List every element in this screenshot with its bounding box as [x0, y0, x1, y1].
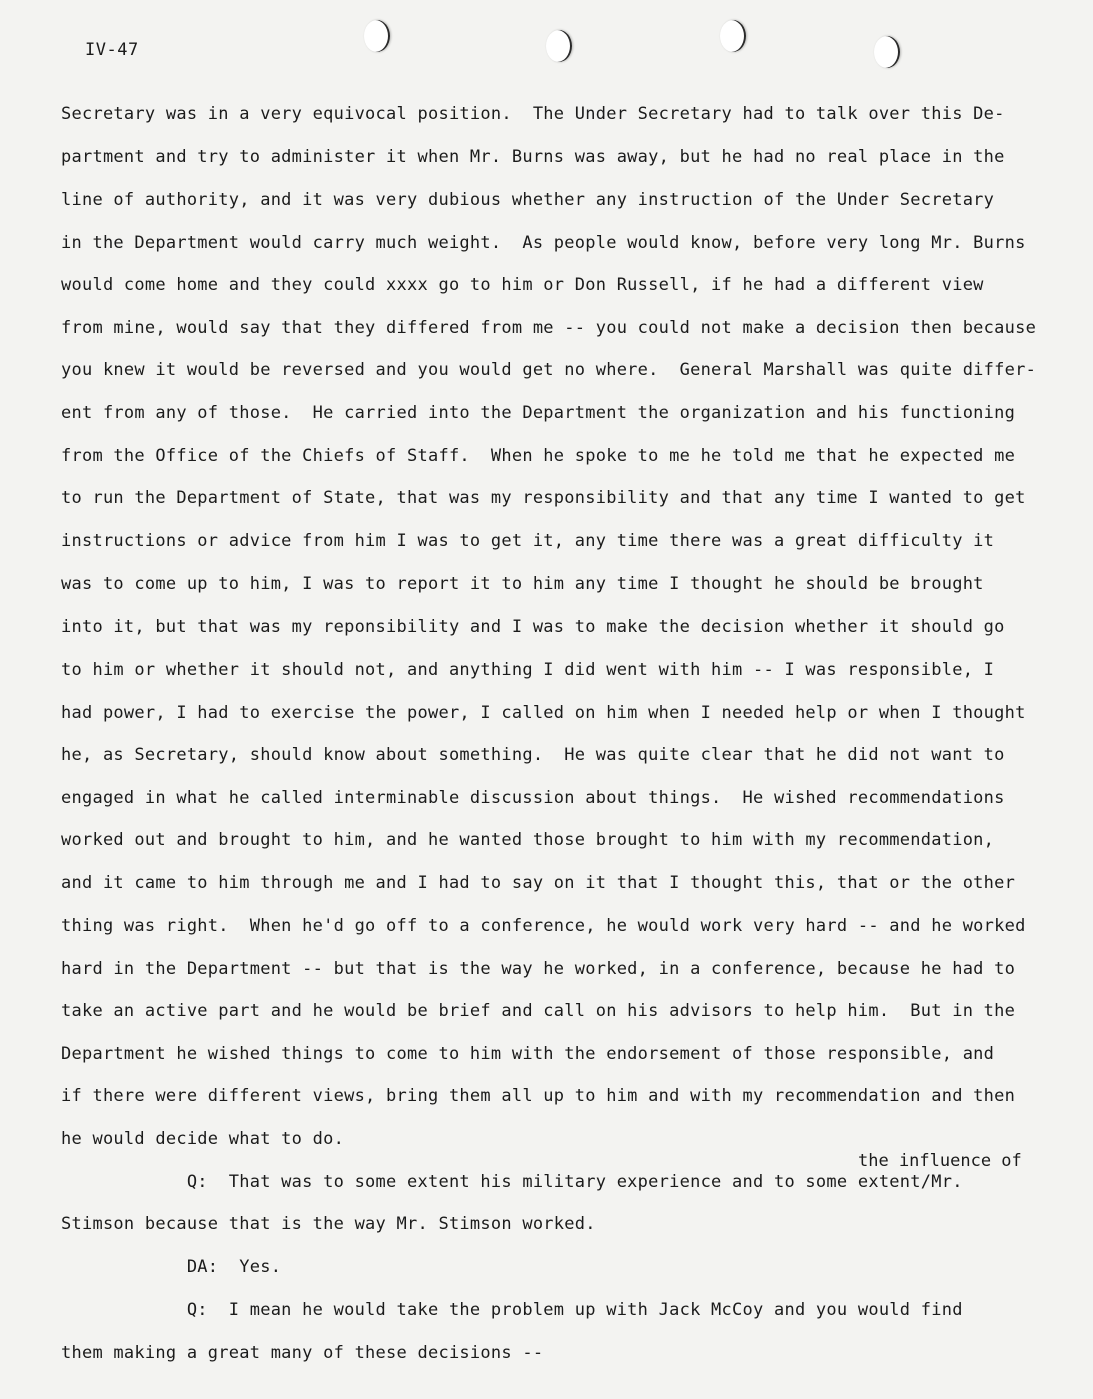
text-line: from mine, would say that they differed from me -- you could not make a decision then because [61, 318, 1037, 338]
text-line: to run the Department of State, that was my responsibility and that any time I wanted to get [61, 488, 1026, 508]
text-line: ent from any of those. He carried into the Department the organization and his functioning [61, 403, 1016, 423]
text-line: if there were different views, bring them all up to him and with my recommendation and then [61, 1086, 1016, 1106]
text-line: worked out and brought to him, and he wanted those brought to him with my recommendation, [61, 830, 995, 850]
text-line: into it, but that was my reponsibility and I was to make the decision whether it should go [61, 617, 1005, 637]
punch-hole [874, 36, 900, 68]
punch-hole [720, 20, 746, 52]
text-line: was to come up to him, I was to report it to him any time I thought he should be brought [61, 574, 984, 594]
text-line: Stimson because that is the way Mr. Stimson worked. [61, 1214, 596, 1234]
text-line: Secretary was in a very equivocal position. The Under Secretary had to talk over this De- [61, 104, 1005, 124]
text-line: them making a great many of these decisions -- [61, 1343, 544, 1363]
text-line: you knew it would be reversed and you would get no where. General Marshall was quite differ- [61, 360, 1037, 380]
text-line: and it came to him through me and I had to say on it that I thought this, that or the other [61, 873, 1016, 893]
handwritten-insertion: the influence of [858, 1151, 1022, 1171]
punch-hole [364, 20, 390, 52]
page-number: IV-47 [85, 40, 139, 60]
text-line: would come home and they could xxxx go to him or Don Russell, if he had a different view [61, 275, 984, 295]
text-line: partment and try to administer it when Mr. Burns was away, but he had no real place in the [61, 147, 1005, 167]
text-line: instructions or advice from him I was to get it, any time there was a great difficulty it [61, 531, 995, 551]
text-line: engaged in what he called interminable discussion about things. He wished recommendations [61, 788, 1005, 808]
text-line: DA: Yes. [61, 1257, 282, 1277]
text-line: hard in the Department -- but that is the way he worked, in a conference, because he had to [61, 959, 1016, 979]
text-line: Q: That was to some extent his military experience and to some extent/Mr. [61, 1172, 963, 1192]
text-line: thing was right. When he'd go off to a conference, he would work very hard -- and he worked [61, 916, 1026, 936]
text-line: he would decide what to do. [61, 1129, 345, 1149]
text-line: from the Office of the Chiefs of Staff. When he spoke to me he told me that he expected me [61, 446, 1016, 466]
text-line: he, as Secretary, should know about something. He was quite clear that he did not want to [61, 745, 1005, 765]
text-line: Department he wished things to come to him with the endorsement of those responsible, and [61, 1044, 995, 1064]
punch-hole [546, 30, 572, 62]
text-line: line of authority, and it was very dubious whether any instruction of the Under Secretary [61, 190, 995, 210]
text-line: to him or whether it should not, and anything I did went with him -- I was responsible, I [61, 660, 995, 680]
text-line: take an active part and he would be brief and call on his advisors to help him. But in the [61, 1001, 1016, 1021]
text-line: had power, I had to exercise the power, I called on him when I needed help or when I thought [61, 703, 1026, 723]
text-line: in the Department would carry much weight. As people would know, before very long Mr. Burns [61, 233, 1026, 253]
text-line: Q: I mean he would take the problem up with Jack McCoy and you would find [61, 1300, 963, 1320]
